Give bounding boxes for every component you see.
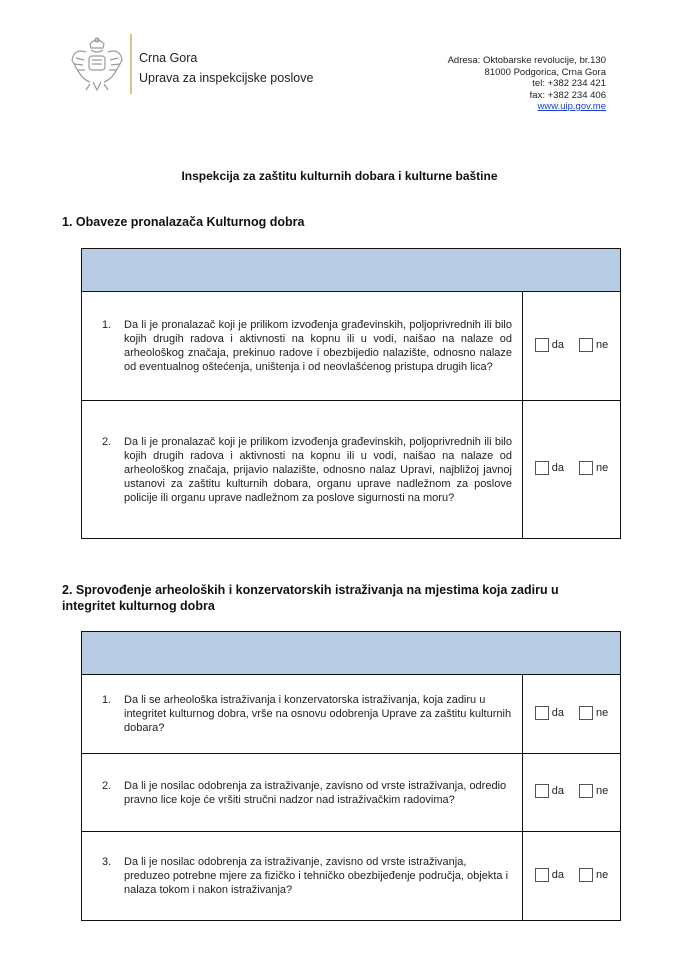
answer-cell xyxy=(523,832,621,921)
yes-label: da xyxy=(551,462,564,474)
yes-label: da xyxy=(551,785,564,797)
answer-yes-checkbox[interactable] xyxy=(535,706,564,720)
coat-of-arms-icon xyxy=(68,34,126,94)
organization-name xyxy=(139,48,313,88)
section-1-title: 1. Obaveze pronalazača Kulturnog dobra xyxy=(62,215,305,229)
answer-no-checkbox[interactable] xyxy=(579,784,608,798)
answer-no-checkbox[interactable] xyxy=(579,868,608,882)
checkbox-icon[interactable] xyxy=(579,338,593,352)
contact-fax: fax: +382 234 406 xyxy=(529,89,606,101)
table-row xyxy=(82,292,621,401)
question-text: Da li je pronalazač koji je prilikom izvođenja građevinskih, poljoprivrednih ili bilo kojih drugih radova i aktivnosti na kopnu ili u vodi, naišao na nalaze od arheološkog značaja, prijavio nalazište, odnosno nalaz Upravi, najbližoj javnoj ustanovi za zaštitu kulturnih dobara, organu uprave nadležnom za poslove policije ili organu uprave nadležnom za poslove sigurnosti na moru? xyxy=(124,435,512,504)
no-label: ne xyxy=(596,868,609,881)
question-text: Da li se arheološka istraživanja i konzervatorska istraživanja, koja zadiru u integritet kulturnog dobra, vrše na osnovu odobrenja Uprave za zaštitu kulturnih dobara? xyxy=(124,694,512,734)
contact-city: 81000 Podgorica, Crna Gora xyxy=(484,66,606,78)
question-cell xyxy=(82,292,523,401)
answer-cell xyxy=(523,401,621,539)
answer-yes-checkbox[interactable] xyxy=(535,868,564,882)
question-cell xyxy=(82,754,523,832)
contact-block xyxy=(448,55,606,113)
website-link[interactable]: www.uip.gov.me xyxy=(537,101,606,112)
checkbox-icon[interactable] xyxy=(535,461,549,475)
answer-cell xyxy=(523,754,621,832)
no-label: ne xyxy=(596,462,609,474)
checkbox-icon[interactable] xyxy=(535,868,549,882)
answer-yes-checkbox[interactable] xyxy=(535,784,564,798)
checkbox-icon[interactable] xyxy=(535,706,549,720)
table-row xyxy=(82,675,621,754)
header-divider xyxy=(130,34,132,94)
answer-cell xyxy=(523,292,621,401)
question-number: 2. xyxy=(102,779,112,792)
question-cell xyxy=(82,675,523,754)
org-agency: Uprava za inspekcijske poslove xyxy=(139,71,314,85)
section-2-table xyxy=(81,631,621,921)
contact-tel: tel: +382 234 421 xyxy=(532,78,606,89)
section-2-title: 2. Sprovođenje arheoloških i konzervatorskih istraživanja na mjestima koja zadiru u integritet kulturnog dobra xyxy=(62,583,559,613)
answer-no-checkbox[interactable] xyxy=(579,461,608,475)
table-row xyxy=(82,754,621,832)
no-label: ne xyxy=(596,785,609,797)
question-number: 3. xyxy=(102,856,112,868)
question-number: 1. xyxy=(102,319,112,331)
checkbox-icon[interactable] xyxy=(579,461,593,475)
answer-yes-checkbox[interactable] xyxy=(535,461,564,475)
question-cell xyxy=(82,401,523,539)
question-number: 1. xyxy=(102,694,112,706)
document-title: Inspekcija za zaštitu kulturnih dobara i kulturne baštine xyxy=(181,169,498,183)
checkbox-icon[interactable] xyxy=(579,784,593,798)
answer-cell xyxy=(523,675,621,754)
question-text: Da li je nosilac odobrenja za istraživanje, zavisno od vrste istraživanja, preduzeo potrebne mjere za fizičko i tehničko obezbijeđenje područja, objekta i nalaza tokom i nakon istraživanja? xyxy=(124,856,509,896)
answer-yes-checkbox[interactable] xyxy=(535,338,564,352)
section-1-table xyxy=(81,248,621,539)
checkbox-icon[interactable] xyxy=(535,338,549,352)
yes-label: da xyxy=(551,868,564,881)
table-header-row xyxy=(82,249,621,292)
answer-no-checkbox[interactable] xyxy=(579,706,608,720)
contact-address: Adresa: Oktobarske revolucije, br.130 xyxy=(447,55,606,66)
no-label: ne xyxy=(596,706,609,719)
org-country: Crna Gora xyxy=(139,51,198,65)
yes-label: da xyxy=(551,338,564,351)
no-label: ne xyxy=(596,338,609,351)
question-cell xyxy=(82,832,523,921)
checkbox-icon[interactable] xyxy=(579,706,593,720)
table-row xyxy=(82,832,621,921)
yes-label: da xyxy=(551,706,564,719)
checkbox-icon[interactable] xyxy=(535,784,549,798)
question-number: 2. xyxy=(102,435,112,448)
table-header-row xyxy=(82,632,621,675)
table-row xyxy=(82,401,621,539)
checkbox-icon[interactable] xyxy=(579,868,593,882)
answer-no-checkbox[interactable] xyxy=(579,338,608,352)
question-text: Da li je nosilac odobrenja za istraživanje, zavisno od vrste istraživanja, odredio pravno lice koje će vršiti stručni nadzor nad istraživačkim radovima? xyxy=(124,779,507,806)
question-text: Da li je pronalazač koji je prilikom izvođenja građevinskih, poljoprivrednih ili bilo kojih drugih radova i aktivnosti na kopnu ili u vodi, naišao na nalaze od arheološkog značaja, prekinuo radove i obezbijedio nalazište, odnosno nalaze od eventualnog oštećenja, uništenja i od neovlašćenog pristupa drugih lica? xyxy=(124,319,512,373)
